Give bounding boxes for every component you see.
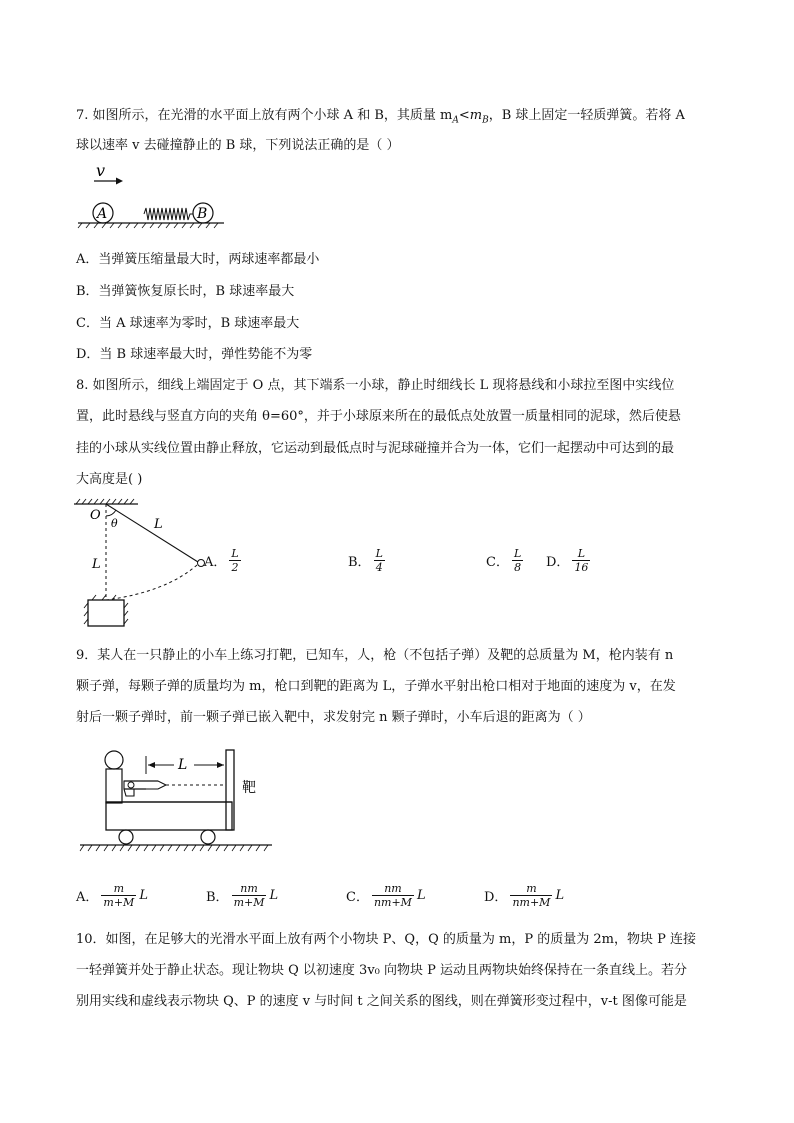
angle-arc [106, 510, 116, 516]
q8-fig-l2: L [92, 557, 101, 572]
q10-stem-line2: 一轻弹簧并处于静止状态。现让物块 Q 以初速度 3v₀ 向物块 P 运动且两物块始终保持在一条直线上。若分 [76, 963, 688, 978]
q10-stem-line1: 10．如图，在足够大的光滑水平面上放有两个小物块 P、Q，Q 的质量为 m，P 的质量为 2m，物块 P 连接 [76, 932, 696, 947]
q8-option-b-fraction [374, 547, 385, 574]
q7-option-a: A．当弹簧压缩量最大时，两球速率都最小 [76, 252, 320, 267]
q9-fig-l: L [178, 757, 188, 773]
q7-option-b: B．当弹簧恢复原长时，B 球速率最大 [76, 284, 295, 299]
q8-option-c [486, 547, 523, 574]
q9-option-c-fraction [372, 882, 414, 909]
q9-option-a-tail: L [139, 888, 148, 903]
q9-option-a-num: m [101, 882, 136, 896]
arrowhead-right-icon [217, 762, 224, 768]
q7-stem-line2: 球以速率 v 去碰撞静止的 B 球，下列说法正确的是（ ） [76, 138, 400, 153]
q8-option-d-den: 16 [574, 561, 589, 574]
q8-option-a-label: A． [204, 555, 227, 570]
person-head [105, 751, 123, 769]
q9-stem-line3: 射后一颗子弹时，前一颗子弹已嵌入靶中，求发射完 n 颗子弹时，小车后退的距离为（ ） [76, 710, 591, 725]
ceiling-hatch [76, 499, 134, 504]
q7-fig-v: v [96, 162, 106, 180]
q8-fig-o: O [90, 508, 101, 523]
q9-stem-line2: 颗子弹，每颗子弹的质量均为 m，枪口到靶的距离为 L，子弹水平射出枪口相对于地面的速度为 v，在发 [76, 679, 676, 694]
q9-ground-hatch [80, 845, 268, 851]
q7-option-d: D．当 B 球速率最大时，弹性势能不为零 [76, 347, 313, 362]
q9-option-d-label: D． [484, 890, 508, 905]
q9-option-a-label: A． [76, 890, 99, 905]
q9-fig-target: 靶 [242, 780, 256, 796]
pendulum-string [106, 504, 198, 562]
q8-option-a-fraction [229, 547, 240, 574]
q7-stem-line1 [76, 104, 685, 126]
q9-option-b [206, 882, 278, 909]
q8-option-c-num: L [513, 547, 522, 560]
gun-grip [128, 782, 134, 788]
q8-option-d [546, 547, 590, 574]
q7-stem-text-1: 7. 如图所示，在光滑的水平面上放有两个小球 A 和 B，其质量 m [76, 108, 453, 123]
q7-option-c: C．当 A 球速率为零时，B 球速率最大 [76, 316, 300, 331]
q9-option-b-tail: L [269, 888, 279, 903]
q8-option-c-fraction [512, 547, 523, 574]
q8-figure [66, 496, 216, 636]
q9-option-a [76, 882, 148, 909]
cart-wheel-right [201, 830, 215, 844]
q9-option-d-tail: L [555, 888, 565, 903]
q9-option-a-fraction [101, 882, 136, 909]
target-board [226, 750, 234, 830]
q8-option-c-den: 8 [514, 561, 522, 574]
q9-option-b-fraction [232, 882, 267, 909]
q9-option-c-label: C． [346, 890, 369, 905]
cart-body [106, 802, 232, 830]
q8-stem-line1: 8. 如图所示，细线上端固定于 O 点，其下端系一小球，静止时细线长 L 现将悬线和小球拉至图中实线位 [76, 378, 675, 393]
cart-wheel-left [119, 830, 133, 844]
q8-option-c-label: C． [486, 555, 509, 570]
q8-fig-l1: L [154, 517, 163, 532]
person-body [106, 769, 122, 803]
q9-option-d [484, 882, 564, 909]
q9-option-a-den: m+M [103, 896, 135, 909]
q8-option-a-num: L [231, 547, 239, 560]
q9-option-b-label: B． [206, 890, 229, 905]
spring-icon [144, 208, 193, 220]
ground-hatch [78, 223, 218, 228]
swing-path [106, 565, 197, 600]
q8-fig-theta: θ [111, 517, 118, 530]
arrowhead-left-icon [148, 762, 155, 768]
q9-option-c-tail: L [416, 888, 426, 903]
q8-option-a-den: 2 [231, 561, 239, 574]
q8-option-b-num: L [375, 547, 383, 560]
q7-sub-a: A [452, 115, 459, 126]
q8-option-d-fraction [572, 547, 590, 574]
q7-fig-a: A [97, 206, 108, 222]
q7-lt: <m [458, 108, 483, 123]
q8-stem-line3: 挂的小球从实线位置由静止释放，它运动到最低点时与泥球碰撞并合为一体，它们一起摆动中可达到的最 [76, 441, 675, 456]
q7-stem-text-2: ，B 球上固定一轻质弹簧。若将 A [488, 108, 685, 123]
q9-option-c-num: nm [372, 882, 414, 896]
q8-option-a [204, 547, 241, 574]
support-stand [88, 600, 124, 626]
q8-option-d-label: D． [546, 555, 570, 570]
support-hatch [84, 595, 128, 624]
q9-option-d-fraction [510, 882, 552, 909]
q9-option-b-den: m+M [233, 896, 265, 909]
q7-sub-b: B [482, 115, 489, 126]
q9-option-d-num: m [510, 882, 552, 896]
q9-figure [76, 744, 276, 860]
q9-option-b-num: nm [232, 882, 267, 896]
q7-fig-b: B [197, 206, 208, 222]
q8-option-b-den: 4 [375, 561, 383, 574]
q8-option-b [348, 547, 385, 574]
q8-option-b-label: B． [348, 555, 371, 570]
q9-option-c-den: nm+M [373, 896, 412, 909]
q8-option-d-num: L [572, 547, 590, 561]
velocity-arrowhead-icon [116, 178, 123, 185]
q8-stem-line4: 大高度是( ) [76, 472, 143, 487]
q10-stem-line3: 别用实线和虚线表示物块 Q、P 的速度 v 与时间 t 之间关系的图线，则在弹簧形变过程中，v-t 图像可能是 [76, 994, 687, 1009]
q8-stem-line2: 置，此时悬线与竖直方向的夹角 θ=60°，并于小球原来所在的最低点处放置一质量相同的泥球，然后使悬 [76, 409, 681, 424]
q9-option-d-den: nm+M [512, 896, 551, 909]
q9-stem-line1: 9．某人在一只静止的小车上练习打靶，已知车，人，枪（不包括子弹）及靶的总质量为 M，枪内装有 n [76, 648, 674, 663]
q7-figure [76, 162, 236, 232]
q9-option-c [346, 882, 426, 909]
